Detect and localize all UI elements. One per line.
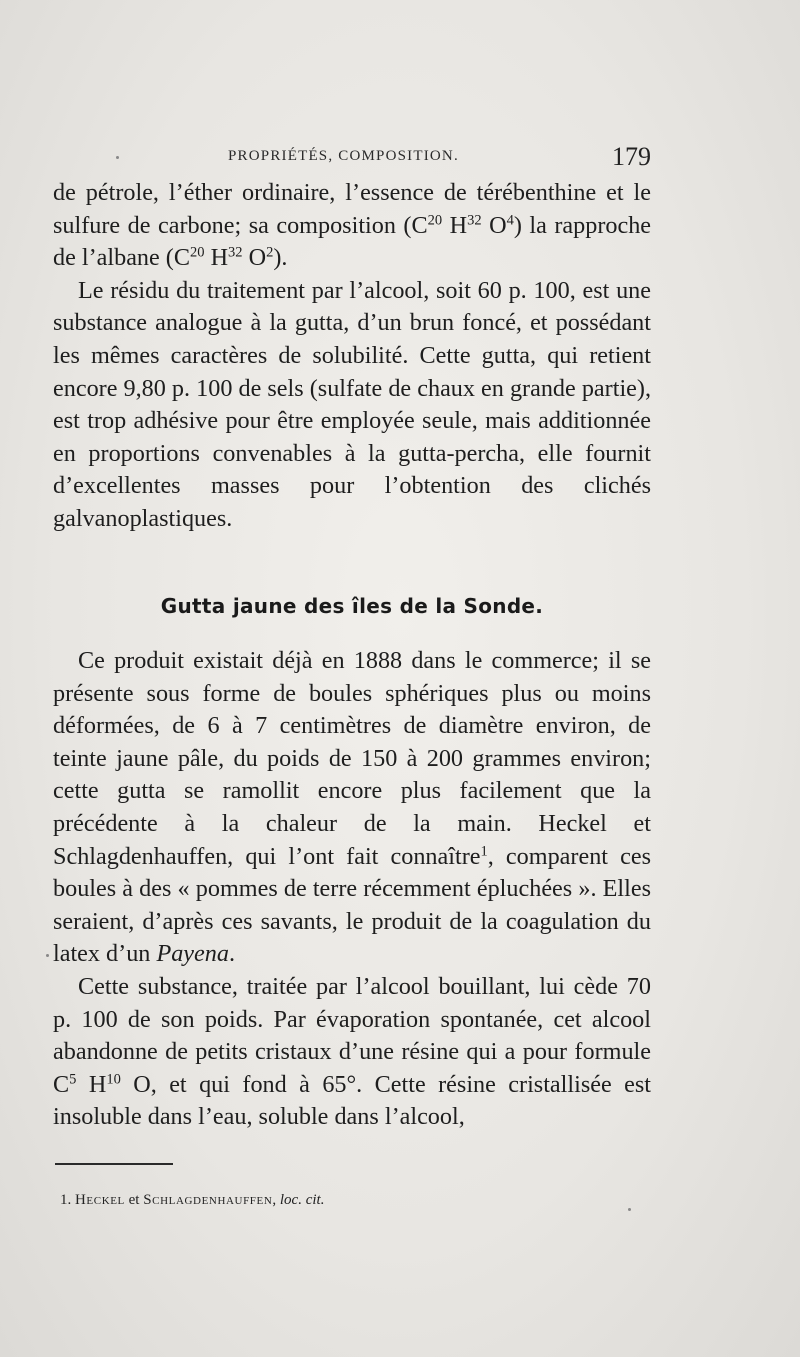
- paper-speck: [46, 954, 49, 957]
- page-number: 179: [612, 142, 651, 171]
- text-block-top: [53, 177, 651, 536]
- paragraph-residue: Le résidu du traitement par l’alcool, soit 60 p. 100, est une substance analogue à la gutta, d’un brun foncé, et possédant les mêmes caractères de solubilité. Cette gutta, qui retient encore 9,80 p. 100 de sels (sulfate de chaux en grande partie), est trop adhésive pour être employée seule, mais additionnée en proportions convenables à la gutta-percha, elle fournit d’excellentes masses pour l’obtention des clichés galvanoplastiques.: [53, 276, 651, 532]
- footnote: 1. Heckel et Schlagdenhauffen, loc. cit.: [60, 1192, 325, 1208]
- footnote-marker: 1: [480, 842, 488, 859]
- footnote-divider: [55, 1163, 173, 1165]
- running-header-title: PROPRIÉTÉS, COMPOSITION.: [228, 148, 459, 164]
- paragraph-product: Ce produit existait déjà en 1888 dans le commerce; il se présente sous forme de boules sphériques plus ou moins déformées, de 6 à 7 centimètres de diamètre environ, de teinte jaune pâle, du poids de 150 à 200 grammes environ; cette gutta se ramollit encore plus facilement que la précédente à la chaleur de la main. Heckel et Schlagdenhauffen, qui l’ont fait connaître$^1$, comparent ces boules à des « pommes de terre récemment épluchées ». Elles seraient, d’après ces savants, le produit de la coagulation du latex d’un Payena.: [53, 647, 652, 968]
- text-block-bottom: [53, 645, 651, 1134]
- paragraph-substance: Cette substance, traitée par l’alcool bouillant, lui cède 70 p. 100 de son poids. Par évaporation spontanée, cet alcool abandonne de petits cristaux d’une résine qui a pour formule $C^5$ $H^{10}$ O, et qui fond à 65°. Cette résine cristallisée est insoluble dans l’eau, soluble dans l’alcool,: [53, 972, 652, 1131]
- paper-speck: [628, 1208, 631, 1211]
- paper-speck: [116, 156, 119, 159]
- section-heading: Gutta jaune des îles de la Sonde.: [160, 594, 544, 618]
- paragraph-continuation: de pétrole, l’éther ordinaire, l’essence de térébenthine et le sulfure de carbone; sa composition ($C^{20}$ $H^{32}$ $O^4$) la rapproche de l’albane ($C^{20}$ $H^{32}$ $O^2$).: [53, 179, 652, 272]
